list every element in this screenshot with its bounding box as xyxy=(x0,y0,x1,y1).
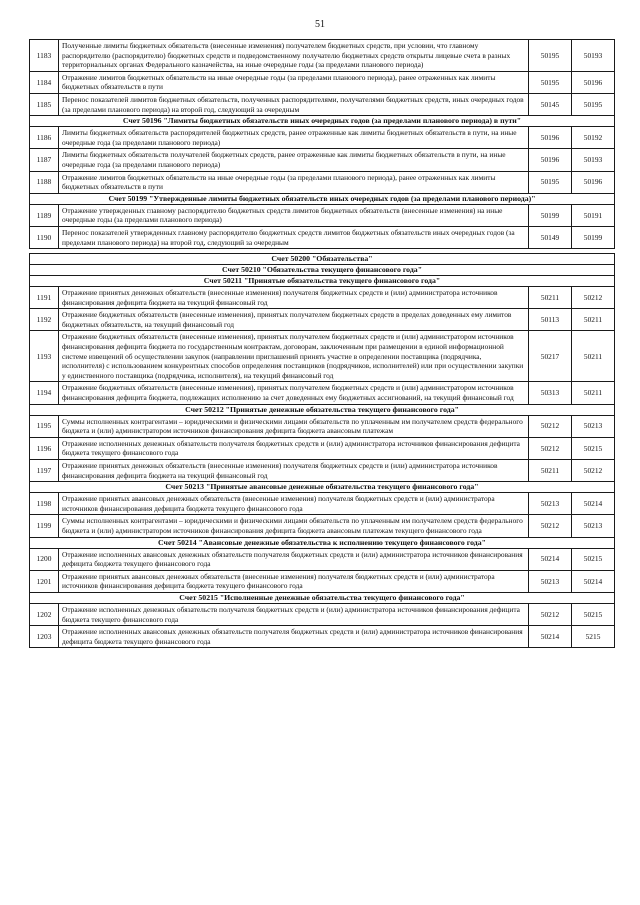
credit-account: 50215 xyxy=(572,437,615,459)
entry-number: 1184 xyxy=(30,71,59,93)
credit-account: 50199 xyxy=(572,226,615,248)
credit-account: 50196 xyxy=(572,71,615,93)
table-row xyxy=(30,149,615,171)
table-row xyxy=(30,127,615,149)
account-section-header xyxy=(30,193,615,204)
entry-description: Лимиты бюджетных обязательств получателей бюджетных средств, ранее отраженные как лимиты бюджетных обязательств в пути, на иные очередные года (за пределами планового периода) xyxy=(59,149,529,171)
entry-number: 1196 xyxy=(30,437,59,459)
debit-account: 50113 xyxy=(529,309,572,331)
debit-account: 50195 xyxy=(529,40,572,72)
table-row xyxy=(30,460,615,482)
entry-description: Суммы исполненных контрагентами – юридическими и физическими лицами обязательств по уплаченным им получателем средств федерального бюджета и (или) администратором источников финансирования дефицита бюджета авансовым платежам текущего финансового года xyxy=(59,515,529,537)
section-title: Счет 50199 "Утвержденные лимиты бюджетных обязательств иных очередных годов (за пределами планового периода)" xyxy=(30,193,615,204)
entry-description: Отражение утвержденных главному распорядителю бюджетных средств лимитов бюджетных обязательств (внесенные изменения) на иные очередные годы (за пределами планового периода) xyxy=(59,204,529,226)
debit-account: 50212 xyxy=(529,603,572,625)
credit-account: 50212 xyxy=(572,460,615,482)
entry-number: 1183 xyxy=(30,40,59,72)
table-row xyxy=(30,331,615,382)
debit-account: 50195 xyxy=(529,71,572,93)
entry-description: Отражение бюджетных обязательств (внесенные изменения), принятых получателем бюджетных средств и (или) администратором источников финансирования дефицита бюджета, подлежащих исполнению за счет доведенных ему бюджетных ассигнований, на текущий финансовый год xyxy=(59,382,529,404)
account-section-header xyxy=(30,404,615,415)
section-title: Счет 50212 "Принятые денежные обязательства текущего финансового года" xyxy=(30,404,615,415)
credit-account: 50211 xyxy=(572,309,615,331)
debit-account: 50212 xyxy=(529,515,572,537)
table-row xyxy=(30,415,615,437)
section-title: Счет 50196 "Лимиты бюджетных обязательств иных очередных годов (за пределами планового периода) в пути" xyxy=(30,116,615,127)
entry-number: 1193 xyxy=(30,331,59,382)
entry-description: Отражение исполненных денежных обязательств получателя бюджетных средств и (или) администратора источников финансирования дефицита бюджета текущего финансового года xyxy=(59,603,529,625)
entry-description: Перенос показателей лимитов бюджетных обязательств, полученных распорядителями, получателями бюджетных средств, иных очередных годов (за пределами планового периода) на второй год, следующий за очередным xyxy=(59,93,529,115)
table-row xyxy=(30,437,615,459)
debit-account: 50196 xyxy=(529,149,572,171)
debit-account: 50213 xyxy=(529,570,572,592)
table-row xyxy=(30,603,615,625)
account-section-header xyxy=(30,276,615,287)
entry-description: Отражение принятых авансовых денежных обязательств (внесенные изменения) получателя бюджетных средств и (или) администратора источников финансирования дефицита бюджета текущего финансового года xyxy=(59,493,529,515)
entry-number: 1195 xyxy=(30,415,59,437)
debit-account: 50214 xyxy=(529,548,572,570)
table-row xyxy=(30,626,615,648)
debit-account: 50199 xyxy=(529,204,572,226)
entry-number: 1200 xyxy=(30,548,59,570)
table-row xyxy=(30,515,615,537)
section-title: Счет 50215 "Исполненные денежные обязательства текущего финансового года" xyxy=(30,592,615,603)
table-row xyxy=(30,93,615,115)
table-row xyxy=(30,570,615,592)
entry-number: 1191 xyxy=(30,287,59,309)
debit-account: 50212 xyxy=(529,437,572,459)
entry-description: Отражение принятых денежных обязательств (внесенные изменения) получателя бюджетных средств и (или) администратора источников финансирования дефицита бюджета на текущий финансовый год xyxy=(59,287,529,309)
credit-account: 50215 xyxy=(572,548,615,570)
table-row xyxy=(30,287,615,309)
table-row xyxy=(30,226,615,248)
section-title: Счет 50213 "Принятые авансовые денежные обязательства текущего финансового года" xyxy=(30,482,615,493)
table-row xyxy=(30,309,615,331)
account-section-header xyxy=(30,482,615,493)
entry-number: 1201 xyxy=(30,570,59,592)
entry-description: Суммы исполненных контрагентами – юридическими и физическими лицами обязательств по уплаченным им получателем средств федерального бюджета и (или) администратором источников финансирования дефицита бюджета авансовым платежам xyxy=(59,415,529,437)
entry-description: Отражение принятых денежных обязательств (внесенные изменения) получателя бюджетных средств и (или) администратора источников финансирования дефицита бюджета на текущий финансовый год xyxy=(59,460,529,482)
debit-account: 50195 xyxy=(529,171,572,193)
entry-number: 1189 xyxy=(30,204,59,226)
entry-description: Лимиты бюджетных обязательств распорядителей бюджетных средств, ранее отраженные как лимиты бюджетных обязательств в пути, на иные очередные года (за пределами планового периода) xyxy=(59,127,529,149)
account-section-header xyxy=(30,592,615,603)
entry-number: 1198 xyxy=(30,493,59,515)
credit-account: 50214 xyxy=(572,570,615,592)
credit-account: 50195 xyxy=(572,93,615,115)
credit-account: 50193 xyxy=(572,149,615,171)
debit-account: 50149 xyxy=(529,226,572,248)
entry-description: Отражение лимитов бюджетных обязательств на иные очередные годы (за пределами планового периода), ранее отраженных как лимиты бюджетных обязательств в пути xyxy=(59,71,529,93)
debit-account: 50145 xyxy=(529,93,572,115)
credit-account: 50211 xyxy=(572,331,615,382)
debit-account: 50196 xyxy=(529,127,572,149)
entry-number: 1192 xyxy=(30,309,59,331)
debit-account: 50212 xyxy=(529,415,572,437)
entry-description: Полученные лимиты бюджетных обязательств (внесенные изменения) получателем бюджетных средств, при условии, что главному распорядителю (распорядителю) бюджетных средств и подведомственному получателю бюджетных средств открыты лицевые счета в разных территориальных органах Федерального казначейства, на иные очередные годы (за пределами планового периода) xyxy=(59,40,529,72)
debit-account: 50211 xyxy=(529,460,572,482)
debit-account: 50213 xyxy=(529,493,572,515)
account-section-header xyxy=(30,116,615,127)
entry-description: Перенос показателей утвержденных главному распорядителю бюджетных средств лимитов бюджетных обязательств иных очередных годов (за пределами планового периода) на второй год, следующий за очередным xyxy=(59,226,529,248)
entry-description: Отражение бюджетных обязательств (внесенные изменения), принятых получателем бюджетных средств в пределах доведенных ему лимитов бюджетных обязательств, на текущий финансовый год xyxy=(59,309,529,331)
debit-account: 50214 xyxy=(529,626,572,648)
entry-number: 1186 xyxy=(30,127,59,149)
entry-description: Отражение исполненных денежных обязательств получателя бюджетных средств и (или) администратора источников финансирования дефицита бюджета текущего финансового года xyxy=(59,437,529,459)
accounting-entries-table xyxy=(29,39,615,648)
credit-account: 50211 xyxy=(572,382,615,404)
table-row xyxy=(30,204,615,226)
debit-account: 50211 xyxy=(529,287,572,309)
entry-number: 1188 xyxy=(30,171,59,193)
debit-account: 50313 xyxy=(529,382,572,404)
credit-account: 50213 xyxy=(572,415,615,437)
credit-account: 50196 xyxy=(572,171,615,193)
account-section-header xyxy=(30,537,615,548)
table-row xyxy=(30,71,615,93)
entry-description: Отражение лимитов бюджетных обязательств на иные очередные годы (за пределами планового периода), ранее отраженных как лимиты бюджетных обязательств в пути xyxy=(59,171,529,193)
entry-description: Отражение бюджетных обязательств (внесенные изменения), принятых получателем бюджетных средств и (или) администратором источников финансирования дефицита бюджета по государственным контрактам, договорам, заключенным при размещении в единой информационной системе извещений об осуществлении закупок (направлении приглашений принять участие в определении поставщика (подрядчика, исполнителя) с использованием конкурентных способов определения поставщиков (подрядчиков, исполнителей) или при осуществлении закупки у единственного поставщика (подрядчика, исполнителя), на текущий финансовый год xyxy=(59,331,529,382)
section-title: Счет 50211 "Принятые обязательства текущего финансового года" xyxy=(30,276,615,287)
entry-number: 1202 xyxy=(30,603,59,625)
table-row xyxy=(30,382,615,404)
table-row xyxy=(30,171,615,193)
entry-number: 1190 xyxy=(30,226,59,248)
entry-description: Отражение принятых авансовых денежных обязательств (внесенные изменения) получателя бюджетных средств и (или) администратора источников финансирования дефицита бюджета текущего финансового года xyxy=(59,570,529,592)
entry-number: 1203 xyxy=(30,626,59,648)
credit-account: 50214 xyxy=(572,493,615,515)
credit-account: 5215 xyxy=(572,626,615,648)
entry-number: 1194 xyxy=(30,382,59,404)
entry-number: 1187 xyxy=(30,149,59,171)
table-row xyxy=(30,548,615,570)
credit-account: 50213 xyxy=(572,515,615,537)
table-row xyxy=(30,493,615,515)
credit-account: 50215 xyxy=(572,603,615,625)
credit-account: 50192 xyxy=(572,127,615,149)
entry-number: 1199 xyxy=(30,515,59,537)
entry-number: 1185 xyxy=(30,93,59,115)
credit-account: 50193 xyxy=(572,40,615,72)
section-title: Счет 50200 "Обязательства" xyxy=(30,254,615,265)
account-section-header xyxy=(30,265,615,276)
entry-number: 1197 xyxy=(30,460,59,482)
table-row xyxy=(30,40,615,72)
account-section-header xyxy=(30,254,615,265)
page-number: 51 xyxy=(315,19,325,30)
entry-description: Отражение исполненных авансовых денежных обязательств получателя бюджетных средств и (или) администратора источников финансирования дефицита бюджета текущего финансового года xyxy=(59,626,529,648)
entry-description: Отражение исполненных авансовых денежных обязательств получателя бюджетных средств и (или) администратора источников финансирования дефицита бюджета текущего финансового года xyxy=(59,548,529,570)
debit-account: 50217 xyxy=(529,331,572,382)
section-title: Счет 50214 "Авансовые денежные обязательства к исполнению текущего финансового года" xyxy=(30,537,615,548)
credit-account: 50191 xyxy=(572,204,615,226)
section-title: Счет 50210 "Обязательства текущего финансового года" xyxy=(30,265,615,276)
credit-account: 50212 xyxy=(572,287,615,309)
